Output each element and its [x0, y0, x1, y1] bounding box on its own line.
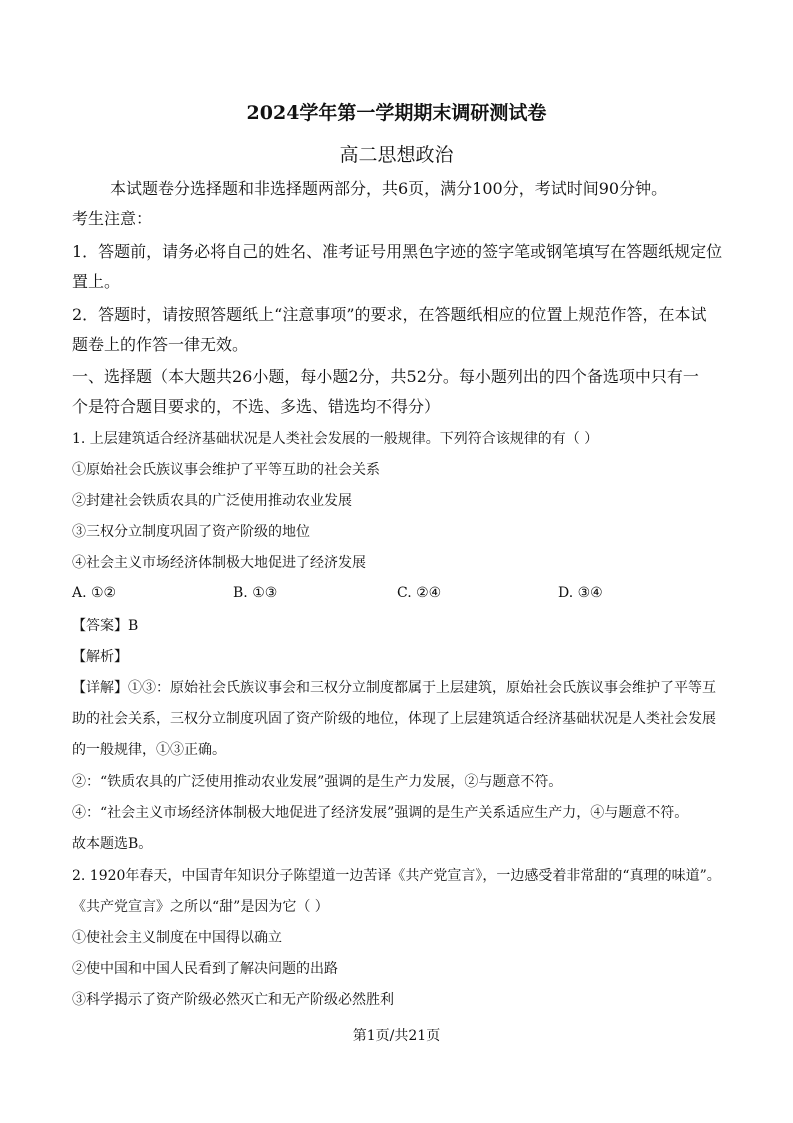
- q2-item-2: ②使中国和中国人民看到了解决问题的出路: [72, 961, 338, 977]
- q1-option-b: B. ①③: [233, 585, 278, 601]
- q2-stem-line-2: 《共产党宣言》之所以“甜”是因为它（ ）: [72, 899, 329, 915]
- rule-2-line-2: 题卷上的作答一律无效。: [72, 335, 249, 354]
- q1-conclusion: 故本题选B。: [72, 836, 153, 852]
- detail-text-1: ①③：原始社会氏族议事会和三权分立制度都属于上层建筑，原始社会氏族议事会维护了平等互: [128, 680, 716, 696]
- q1-detail-line-4: ②：“铁质农具的广泛使用推动农业发展”强调的是生产力发展，②与题意不符。: [72, 774, 563, 790]
- rule-1-line-1: 1．答题前，请务必将自己的姓名、准考证号用黑色字迹的签字笔或钢笔填写在答题纸规定位: [72, 242, 723, 261]
- q1-item-3: ③三权分立制度巩固了资产阶级的地位: [72, 524, 310, 540]
- answer-value: B: [128, 618, 139, 634]
- q1-detail-line-2: 助的社会关系，三权分立制度巩固了资产阶级的地位，体现了上层建筑适合经济基础状况是人类社会发展: [72, 711, 716, 727]
- answer-tag: 【答案】: [72, 618, 128, 634]
- notice-label: 考生注意：: [72, 209, 153, 228]
- section-heading-line-1: 一、选择题（本大题共26小题，每小题2分，共52分。每小题列出的四个备选项中只有一: [72, 367, 699, 386]
- q1-analysis-tag: 【解析】: [72, 649, 128, 665]
- rule-1-line-2: 置上。: [72, 272, 121, 291]
- q1-detail-line-1: [72, 678, 716, 698]
- exam-title: 2024学年第一学期期末调研测试卷: [246, 102, 547, 124]
- q2-item-3: ③科学揭示了资产阶级必然灭亡和无产阶级必然胜利: [72, 992, 394, 1008]
- q1-item-2: ②封建社会铁质农具的广泛使用推动农业发展: [72, 493, 352, 509]
- q2-stem-line-1: 2. 1920年春天，中国青年知识分子陈望道一边苦译《共产党宣言》，一边感受着非常甜的“真理的味道”。: [72, 868, 721, 884]
- page-footer: 第1页/共21页: [352, 1028, 441, 1044]
- q1-item-1: ①原始社会氏族议事会维护了平等互助的社会关系: [72, 462, 380, 478]
- q1-option-d: D. ③④: [558, 585, 603, 601]
- q1-option-c: C. ②④: [397, 585, 442, 601]
- intro-text: 本试题卷分选择题和非选择题两部分，共6页，满分100分，考试时间90分钟。: [110, 179, 668, 198]
- detail-tag: 【详解】: [72, 680, 128, 696]
- q1-answer-line: [72, 616, 138, 636]
- q2-item-1: ①使社会主义制度在中国得以确立: [72, 930, 282, 946]
- rule-2-line-1: 2．答题时，请按照答题纸上“注意事项”的要求，在答题纸相应的位置上规范作答，在本试: [72, 305, 707, 324]
- q1-detail-line-5: ④：“社会主义市场经济体制极大地促进了经济发展”强调的是生产关系适应生产力，④与题意不符。: [72, 805, 689, 821]
- q1-detail-line-3: 的一般规律，①③正确。: [72, 742, 226, 758]
- q1-stem: 1. 上层建筑适合经济基础状况是人类社会发展的一般规律。下列符合该规律的有（ ）: [72, 431, 599, 447]
- q1-item-4: ④社会主义市场经济体制极大地促进了经济发展: [72, 555, 366, 571]
- section-heading-line-2: 个是符合题目要求的，不选、多选、错选均不得分）: [72, 397, 441, 416]
- q1-option-a: A. ①②: [72, 585, 117, 601]
- exam-subtitle: 高二思想政治: [339, 144, 454, 166]
